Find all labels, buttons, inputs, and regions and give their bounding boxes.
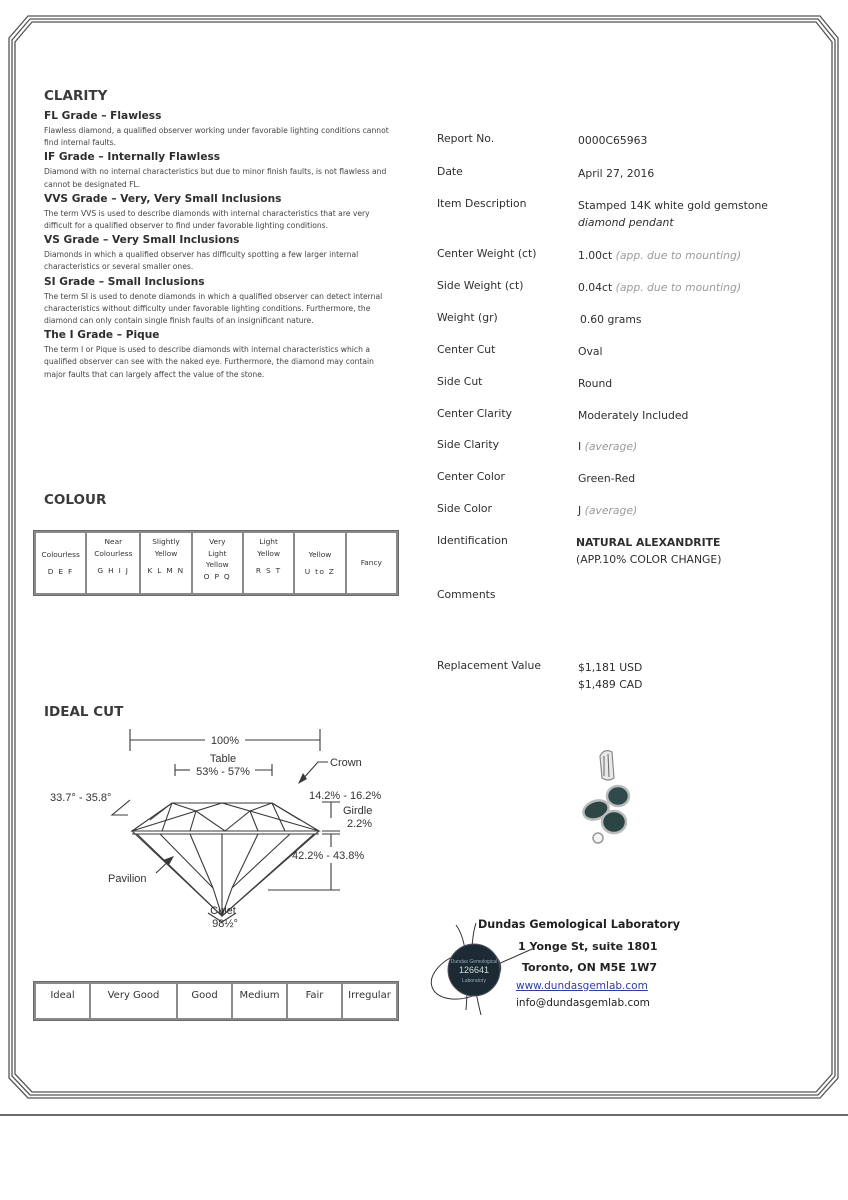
field-label: Side Cut <box>437 375 483 388</box>
colour-grades: D E F <box>47 567 74 576</box>
colour-name: Near Colourless <box>94 537 133 558</box>
report-number-value: 0000C65963 <box>578 134 648 147</box>
center-weight-value <box>578 247 741 264</box>
field-label: Date <box>437 165 463 178</box>
cut-grade-cell: Irregular <box>343 984 396 1018</box>
colour-title: COLOUR <box>44 492 107 508</box>
cut-grade-cell: Good <box>178 984 231 1018</box>
field-label: Center Color <box>437 470 505 483</box>
item-description-line1: Stamped 14K white gold gemstone <box>578 199 768 212</box>
clarity-grade <box>44 275 394 328</box>
svg-text:Laboratory: Laboratory <box>462 978 486 984</box>
colour-grades: O P Q <box>203 571 231 581</box>
cut-grade-cell: Very Good <box>91 984 176 1018</box>
side-clarity-value <box>578 438 637 455</box>
colour-cell <box>87 533 139 593</box>
colour-name: Colourless <box>41 549 80 559</box>
grade-title: The I Grade – Pique <box>44 329 160 342</box>
center-weight-amount: 1.00ct <box>578 249 613 262</box>
colour-cell <box>36 533 85 593</box>
cut-grade-cell: Fair <box>288 984 341 1018</box>
grade-title: IF Grade – Internally Flawless <box>44 151 221 164</box>
colour-grades: U to Z <box>304 567 336 576</box>
culet-label: Culet <box>210 905 236 917</box>
page-divider <box>0 1114 848 1116</box>
lab-website-link[interactable]: www.dundasgemlab.com <box>516 980 648 992</box>
lab-email: info@dundasgemlab.com <box>516 997 650 1009</box>
lab-address-line1: 1 Yonge St, suite 1801 <box>518 940 658 953</box>
grade-description: Flawless diamond, a qualified observer working under favorable lighting conditions cannot find internal faults. <box>44 126 389 148</box>
field-label: Side Clarity <box>437 438 499 451</box>
crown-height-label: 14.2% - 16.2% <box>309 790 382 802</box>
lab-address-line2: Toronto, ON M5E 1W7 <box>522 961 658 974</box>
cut-grade-table <box>33 981 399 1021</box>
ideal-cut-title: IDEAL CUT <box>44 704 124 720</box>
colour-cell <box>244 533 293 593</box>
pendant-photo <box>578 748 648 858</box>
field-label: Identification <box>437 534 508 547</box>
replacement-value-usd: $1,181 USD <box>578 661 643 674</box>
side-color-grade: J <box>578 504 582 517</box>
pavilion-depth-label: 42.2% - 43.8% <box>292 850 365 862</box>
grade-title: VS Grade – Very Small Inclusions <box>44 234 240 247</box>
colour-name: Fancy <box>360 558 382 568</box>
table-label: Table <box>209 753 237 765</box>
colour-grades: R S T <box>255 566 282 575</box>
grade-description: Diamonds in which a qualified observer has difficulty spotting a few larger internal characteristics or several smaller ones. <box>44 250 359 272</box>
clarity-grade <box>44 328 394 381</box>
field-label: Replacement Value <box>437 659 542 672</box>
diamond-proportions-diagram <box>40 724 400 934</box>
colour-cell <box>193 533 242 593</box>
colour-grades: K L M N <box>147 566 185 575</box>
lab-hologram-seal <box>426 915 536 1030</box>
colour-cell <box>347 533 396 593</box>
cut-grade-cell: Ideal <box>36 984 89 1018</box>
center-clarity-value: Moderately Included <box>578 409 689 422</box>
colour-name: Yellow <box>308 549 332 559</box>
weight-grams-value: 0.60 grams <box>580 313 642 326</box>
grade-title: SI Grade – Small Inclusions <box>44 275 205 288</box>
colour-name: Slightly Yellow <box>152 537 180 558</box>
seal-number: 126641 <box>458 965 490 975</box>
item-description-line2: diamond pendant <box>578 216 674 229</box>
side-clarity-note: (average) <box>584 440 638 453</box>
grade-description: The term SI is used to denote diamonds in which a qualified observer can detect internal characteristics without difficulty under favorable lighting conditions. Furthermore, the diamond can only contain single finish faults of an insignificant nature. <box>44 291 383 326</box>
crown-angle-label: 33.7° - 35.8° <box>50 792 112 804</box>
field-label: Weight (gr) <box>437 311 498 324</box>
colour-name: Light Yellow <box>257 537 281 558</box>
culet-angle-label: 98½° <box>212 918 238 930</box>
colour-cell <box>141 533 190 593</box>
colour-grades: G H I J <box>97 566 130 575</box>
field-label: Report No. <box>437 132 495 145</box>
lab-name: Dundas Gemological Laboratory <box>478 918 680 931</box>
side-color-note: (average) <box>584 504 638 517</box>
replacement-value <box>578 659 642 693</box>
colour-cell <box>295 533 344 593</box>
side-weight-value <box>578 279 741 296</box>
width-label: 100% <box>210 735 240 747</box>
side-clarity-grade: I <box>578 440 582 453</box>
grade-title: FL Grade – Flawless <box>44 110 162 122</box>
date-value: April 27, 2016 <box>578 167 655 180</box>
field-label: Center Cut <box>437 343 496 356</box>
side-color-value <box>578 502 637 519</box>
field-label: Side Color <box>437 502 492 515</box>
girdle-value-label: 2.2% <box>347 818 373 830</box>
identification-line2: (APP.10% COLOR CHANGE) <box>576 553 722 566</box>
girdle-label: Girdle <box>343 805 373 817</box>
clarity-grade <box>44 233 394 273</box>
svg-text:Dundas Gemological: Dundas Gemological <box>450 959 498 965</box>
crown-label: Crown <box>330 757 362 769</box>
grade-description: Diamond with no internal characteristics but due to minor finish faults, is not flawless and cannot be designated FL. <box>44 167 387 189</box>
table-range-label: 53% - 57% <box>196 766 250 778</box>
clarity-grade <box>44 109 394 149</box>
field-label: Center Clarity <box>437 407 512 420</box>
grade-description: The term I or Pique is used to describe diamonds with internal characteristics which a qualified observer can see with the naked eye. Furthermore, the diamond may contain major faults that can largely affect the value of the stone. <box>44 345 374 379</box>
identification-value <box>576 534 721 568</box>
pavilion-label: Pavilion <box>108 873 147 885</box>
clarity-grade <box>44 150 394 190</box>
replacement-value-cad: $1,489 CAD <box>578 678 643 691</box>
field-label: Comments <box>437 588 496 601</box>
colour-scale-table <box>33 530 399 596</box>
field-label: Item Description <box>437 197 527 210</box>
side-weight-note: (app. due to mounting) <box>615 281 742 294</box>
center-cut-value: Oval <box>578 345 603 358</box>
side-weight-amount: 0.04ct <box>578 281 613 294</box>
colour-name: Very Light Yellow <box>205 537 229 569</box>
side-cut-value: Round <box>578 377 613 390</box>
clarity-grade <box>44 192 394 232</box>
grade-title: VVS Grade – Very, Very Small Inclusions <box>44 192 282 205</box>
item-description-value <box>578 197 768 231</box>
field-label: Side Weight (ct) <box>437 279 524 292</box>
center-weight-note: (app. due to mounting) <box>615 249 742 262</box>
cut-grade-cell: Medium <box>233 984 286 1018</box>
clarity-title: CLARITY <box>44 88 108 104</box>
center-color-value: Green-Red <box>578 472 636 485</box>
grade-description: The term VVS is used to describe diamonds with internal characteristics that are very difficult for a qualified observer to find under favorable lighting conditions. <box>44 208 370 231</box>
field-label: Center Weight (ct) <box>437 247 537 260</box>
identification-line1: NATURAL ALEXANDRITE <box>576 536 721 549</box>
clarity-section <box>44 88 394 382</box>
